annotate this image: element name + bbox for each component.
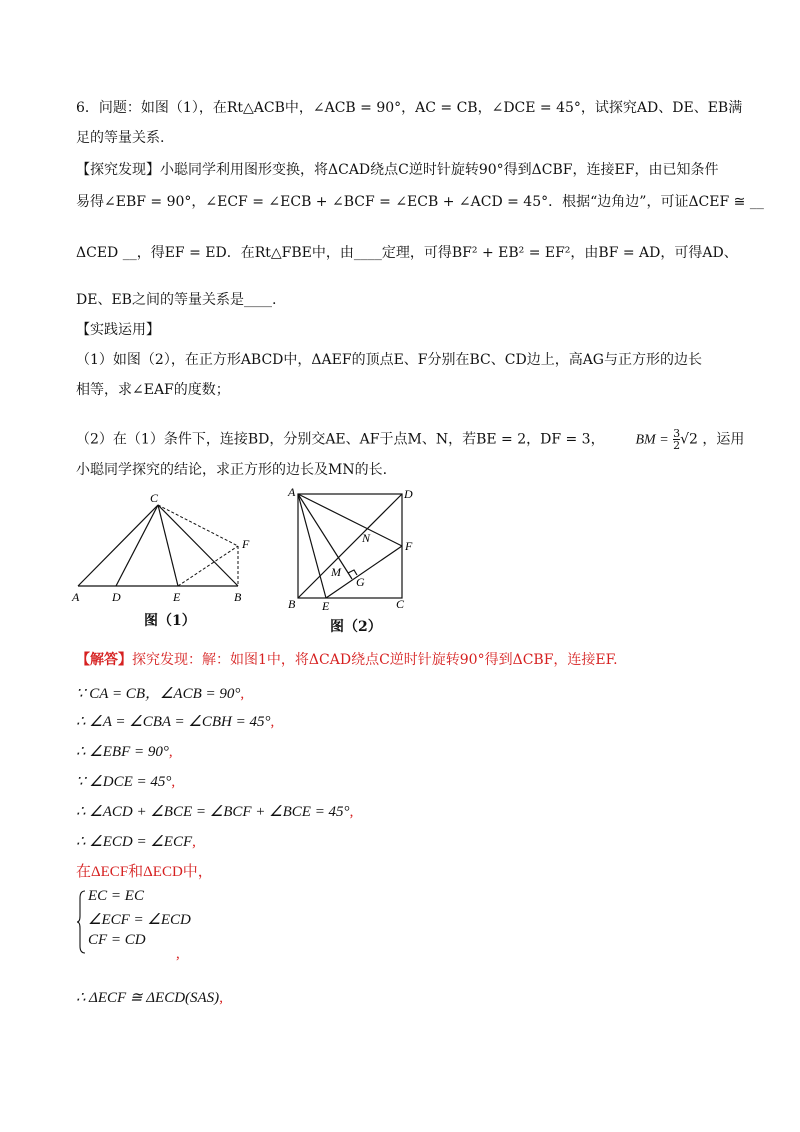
solution-step-4 [76, 772, 175, 791]
fig2-label-m: M [331, 565, 341, 579]
solution-step-1-text: ∵ CA = CB，∠ACB = 90° [76, 686, 241, 702]
problem-line-7: 【实践运用】 [76, 322, 160, 338]
problem-line-5: ΔCED __，得EF = ED．在Rt△FBE中，由____定理，可得BF² + EB² = EF²，由BF = AD，可得AD、 [76, 245, 738, 261]
comma: , [270, 714, 275, 730]
problem-line-3: 【探究发现】小聪同学利用图形变换，将ΔCAD绕点C逆时针旋转90°得到ΔCBF，连接EF，由已知条件 [76, 162, 719, 178]
fig2-segment-af [298, 494, 402, 546]
solution-step-5 [76, 802, 353, 821]
solution-step-2-text: ∴ ∠A = ∠CBA = ∠CBH = 45° [76, 714, 271, 730]
fig1-segment-cd [116, 505, 158, 586]
fig2-label-f: F [405, 539, 413, 553]
solution-step-1 [76, 682, 244, 703]
solution-header-text: 探究发现：解：如图1中，将ΔCAD绕点C逆时针旋转90°得到ΔCBF，连接EF. [132, 652, 618, 668]
problem-line-10-text: （2）在（1）条件下，连接BD，分别交AE、AF于点M、N，若BE = 2，DF = 3， [76, 431, 605, 448]
fig1-dashed-ef [178, 546, 238, 586]
figure-2-caption: 图（2） [330, 619, 382, 635]
figure-2 [284, 484, 424, 614]
fig2-label-c: C [396, 597, 405, 611]
problem-line-10-tail: ，运用 [702, 431, 745, 448]
problem-line-1: 6．问题：如图（1），在Rt△ACB中，∠ACB = 90°，AC = CB，∠DCE = 45°，试探究AD、DE、EB满 [76, 100, 743, 116]
system-comma [176, 946, 180, 963]
comma: , [176, 946, 180, 962]
fig2-label-e: E [322, 599, 330, 613]
bm-denominator: 2 [673, 439, 681, 452]
fig1-dashed-cf [158, 505, 238, 546]
problem-line-4: 易得∠EBF = 90°，∠ECF = ∠ECB + ∠BCF = ∠ECB + ∠ACD = 45°．根据“边角边”，可证ΔCEF ≅ __ [76, 194, 764, 210]
problem-line-10 [76, 428, 744, 451]
bm-label: BM = [635, 432, 669, 448]
comma: , [168, 744, 173, 760]
fig1-label-e: E [173, 590, 181, 604]
fig2-segment-ae [298, 494, 326, 598]
solution-step-2 [76, 712, 274, 731]
bm-numerator: 3 [673, 427, 681, 440]
solution-tag: 【解答】 [76, 652, 132, 668]
figure-1 [68, 488, 258, 608]
solution-step-5-text: ∴ ∠ACD + ∠BCE = ∠BCF + ∠BCE = 45° [76, 804, 350, 820]
fig2-label-a: A [288, 485, 296, 499]
fig2-label-n: N [362, 531, 371, 545]
fig2-label-d: D [404, 487, 413, 501]
solution-step-3-text: ∴ ∠EBF = 90° [76, 744, 169, 760]
problem-line-6: DE、EB之间的等量关系是____. [76, 292, 277, 308]
fig2-altitude-ag [298, 494, 352, 579]
fig1-label-d: D [112, 590, 121, 604]
problem-line-2: 足的等量关系. [76, 130, 165, 146]
system-line-3: CF = CD [88, 932, 146, 948]
solution-step-6-text: ∴ ∠ECD = ∠ECF [76, 834, 193, 850]
solution-step-4-text: ∵ ∠DCE = 45° [76, 774, 172, 790]
fig2-diagonal-bd [298, 494, 402, 598]
left-brace-icon [76, 890, 86, 954]
fig1-segment-ca [78, 505, 158, 586]
fig2-label-b: B [288, 597, 296, 611]
problem-line-8: （1）如图（2），在正方形ABCD中，ΔAEF的顶点E、F分别在BC、CD边上，高AG与正方形的边长 [76, 352, 702, 368]
problem-line-11: 小聪同学探究的结论，求正方形的边长及MN的长. [76, 462, 388, 478]
solution-step-7: 在ΔECF和ΔECD中， [76, 864, 213, 880]
solution-step-3 [76, 742, 173, 761]
comma: , [240, 686, 245, 702]
figure-1-caption: 图（1） [144, 613, 196, 629]
fig1-segment-cb [158, 505, 238, 586]
fig2-label-g: G [356, 575, 365, 589]
fig1-segment-ce [158, 505, 178, 586]
fig1-label-f: F [242, 537, 250, 551]
system-line-2: ∠ECF = ∠ECD [88, 912, 191, 928]
solution-step-8-text: ∴ ΔECF ≅ ΔECD(SAS) [76, 990, 220, 1006]
solution-step-8 [76, 988, 223, 1007]
comma: , [171, 774, 176, 790]
comma: , [219, 990, 223, 1006]
fig1-label-a: A [72, 590, 80, 604]
solution-header [76, 650, 618, 670]
comma: , [349, 804, 354, 820]
bm-radical: √2 [680, 431, 698, 448]
fig1-label-c: C [150, 491, 159, 505]
system-line-1: EC = EC [88, 888, 144, 904]
problem-line-9: 相等，求∠EAF的度数； [76, 382, 230, 398]
fig1-label-b: B [234, 590, 242, 604]
comma: , [192, 834, 196, 850]
solution-step-6 [76, 832, 196, 851]
